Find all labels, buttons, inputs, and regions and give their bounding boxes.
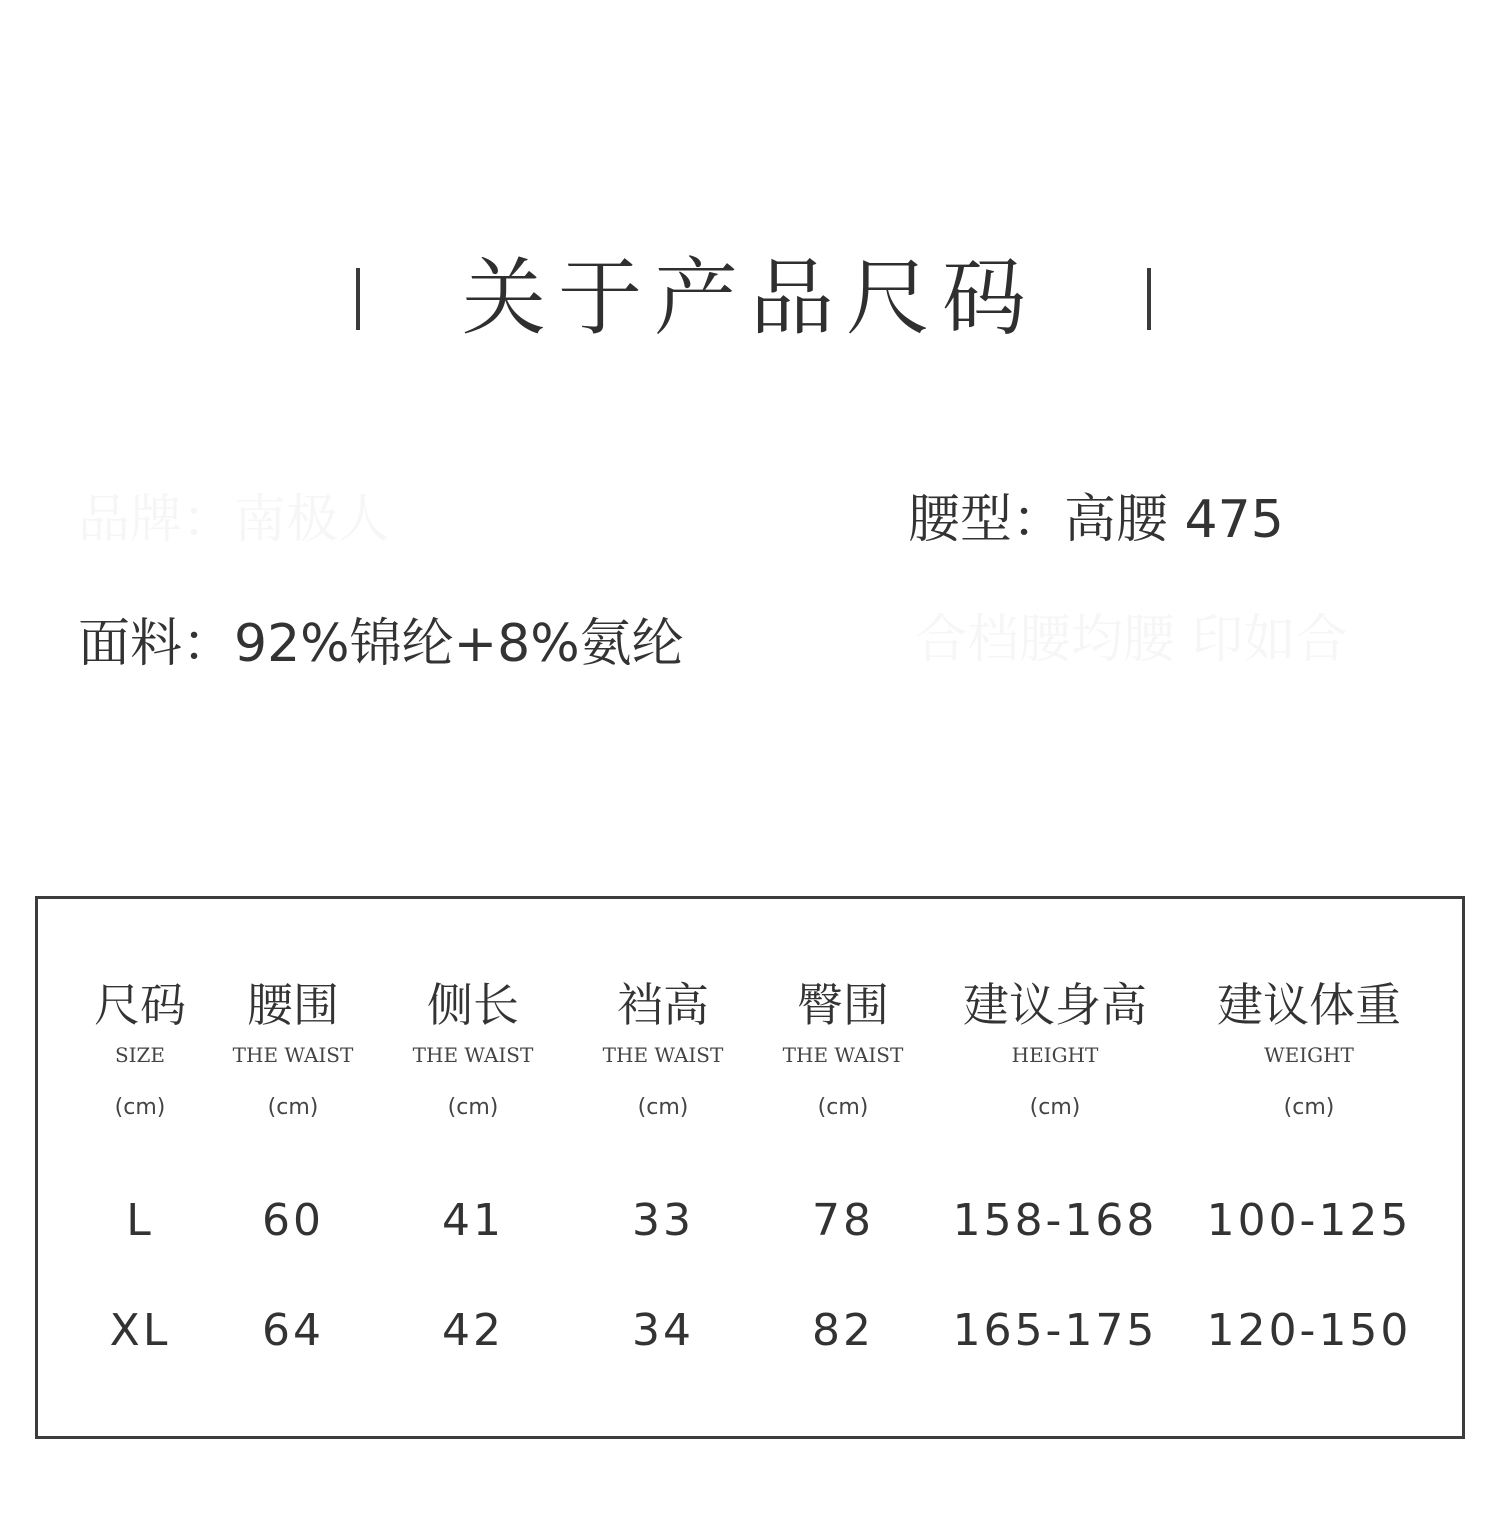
table-cell: 100-125 — [1206, 1195, 1412, 1246]
table-cell: 165-175 — [952, 1305, 1158, 1356]
column-header-en: WEIGHT — [1264, 1043, 1354, 1067]
spec-brand: 品牌：南极人 — [78, 490, 391, 550]
table-cell: 82 — [812, 1305, 874, 1356]
spec-waist-type: 腰型：高腰 475 — [908, 490, 1284, 550]
page-title: 关于产品尺码 — [461, 249, 1038, 347]
column-unit: (cm) — [1029, 1095, 1081, 1120]
column-unit: (cm) — [817, 1095, 869, 1120]
table-cell: 33 — [632, 1195, 694, 1246]
column-header: 建议体重 — [1217, 978, 1401, 1032]
column-header-en: THE WAIST — [782, 1043, 904, 1067]
table-cell: 64 — [262, 1305, 324, 1356]
column-unit: (cm) — [637, 1095, 689, 1120]
column-header: 侧长 — [427, 978, 519, 1032]
table-cell: L — [126, 1195, 154, 1246]
column-header-en: THE WAIST — [412, 1043, 534, 1067]
column-header-en: SIZE — [114, 1043, 166, 1067]
column-header-en: THE WAIST — [232, 1043, 354, 1067]
column-header-en: HEIGHT — [1011, 1043, 1099, 1067]
column-unit: (cm) — [267, 1095, 319, 1120]
column-unit: (cm) — [1283, 1095, 1335, 1120]
column-header: 臀围 — [797, 978, 889, 1032]
column-header-en: THE WAIST — [602, 1043, 724, 1067]
column-header: 裆高 — [617, 978, 709, 1032]
spec-style: 合档腰均腰 印如合 — [915, 610, 1348, 670]
table-cell: 120-150 — [1206, 1305, 1412, 1356]
size-table — [35, 896, 1465, 1439]
title-divider-left — [356, 268, 360, 330]
column-header: 建议身高 — [963, 978, 1147, 1032]
column-unit: (cm) — [447, 1095, 499, 1120]
table-cell: XL — [109, 1305, 171, 1356]
table-cell: 158-168 — [952, 1195, 1158, 1246]
title-divider-right — [1147, 268, 1151, 330]
table-cell: 60 — [262, 1195, 324, 1246]
column-header: 尺码 — [94, 978, 186, 1032]
spec-fabric: 面料：92%锦纶+8%氨纶 — [78, 614, 684, 674]
table-cell: 78 — [812, 1195, 874, 1246]
table-cell: 34 — [632, 1305, 694, 1356]
column-header: 腰围 — [247, 978, 339, 1032]
table-cell: 42 — [442, 1305, 504, 1356]
column-unit: (cm) — [114, 1095, 166, 1120]
table-cell: 41 — [442, 1195, 504, 1246]
